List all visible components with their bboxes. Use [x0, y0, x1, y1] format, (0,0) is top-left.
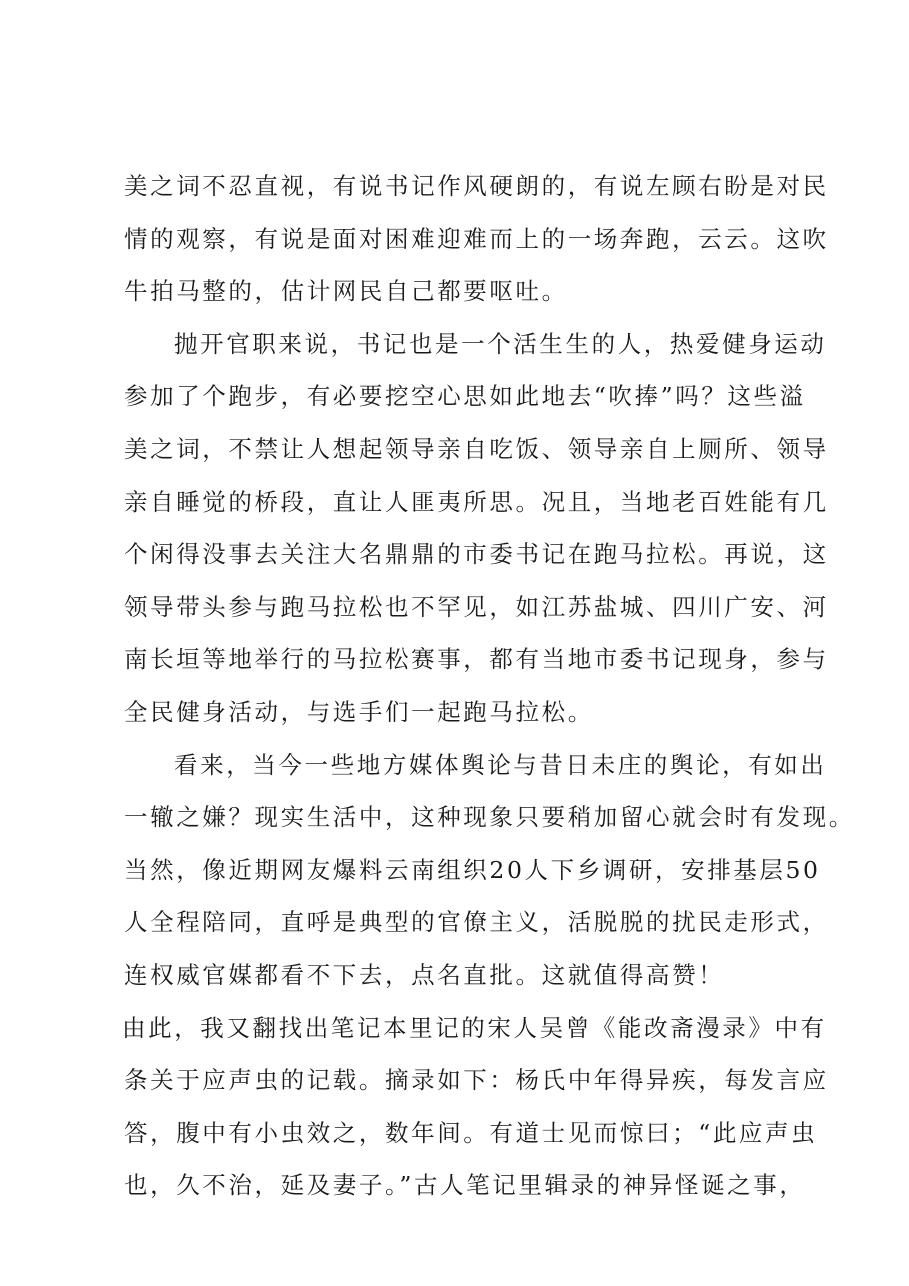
body-text — [122, 160, 855, 1212]
text-line: 也，久不治，延及妻子。”古人笔记里辑录的神异怪诞之事， — [124, 1171, 806, 1200]
text-line: 情的观察，有说是面对困难迎难而上的一场奔跑，云云。这吹 — [124, 224, 829, 253]
text-line: 个闲得没事去关注大名鼎鼎的市委书记在跑马拉松。再说，这 — [124, 540, 829, 569]
paragraph-first-line: 看来，当今一些地方媒体舆论与昔日未庄的舆论，有如出 — [174, 750, 827, 779]
text-line: 连权威官媒都看不下去，点名直批。这就值得高赞！ — [124, 960, 725, 989]
text-line: 当然，像近期网友爆料云南组织20人下乡调研，安排基层50 — [124, 855, 821, 884]
paragraph-first-line: 抛开官职来说，书记也是一个活生生的人，热爱健身运动 — [174, 329, 827, 358]
text-line: 一辙之嫌？现实生活中，这种现象只要稍加留心就会时有发现。 — [124, 803, 855, 832]
text-line: 条关于应声虫的记载。摘录如下：杨氏中年得异疾，每发言应 — [124, 1066, 829, 1095]
text-line: 人全程陪同，直呼是典型的官僚主义，活脱脱的扰民走形式， — [124, 908, 829, 937]
text-line: 领导带头参与跑马拉松也不罕见，如江苏盐城、四川广安、河 — [124, 592, 829, 621]
text-line: 牛拍马整的，估计网民自己都要呕吐。 — [124, 277, 568, 306]
text-line: 答，腹中有小虫效之，数年间。有道士见而惊曰；“此应声虫 — [124, 1118, 818, 1147]
paragraph-first-line: 由此，我又翻找出笔记本里记的宋人吴曾《能改斋漫录》中有 — [122, 1013, 827, 1042]
text-line: 亲自睡觉的桥段，直让人匪夷所思。况且，当地老百姓能有几 — [124, 487, 829, 516]
text-line: 参加了个跑步，有必要挖空心思如此地去“吹捧”吗？这些溢 — [124, 382, 806, 411]
text-line: 美之词，不禁让人想起领导亲自吃饭、领导亲自上厕所、领导 — [124, 434, 829, 463]
text-line: 南长垣等地举行的马拉松赛事，都有当地市委书记现身，参与 — [124, 645, 829, 674]
text-line: 全民健身活动，与选手们一起跑马拉松。 — [124, 697, 594, 726]
text-line: 美之词不忍直视，有说书记作风硬朗的，有说左顾右盼是对民 — [124, 172, 829, 200]
